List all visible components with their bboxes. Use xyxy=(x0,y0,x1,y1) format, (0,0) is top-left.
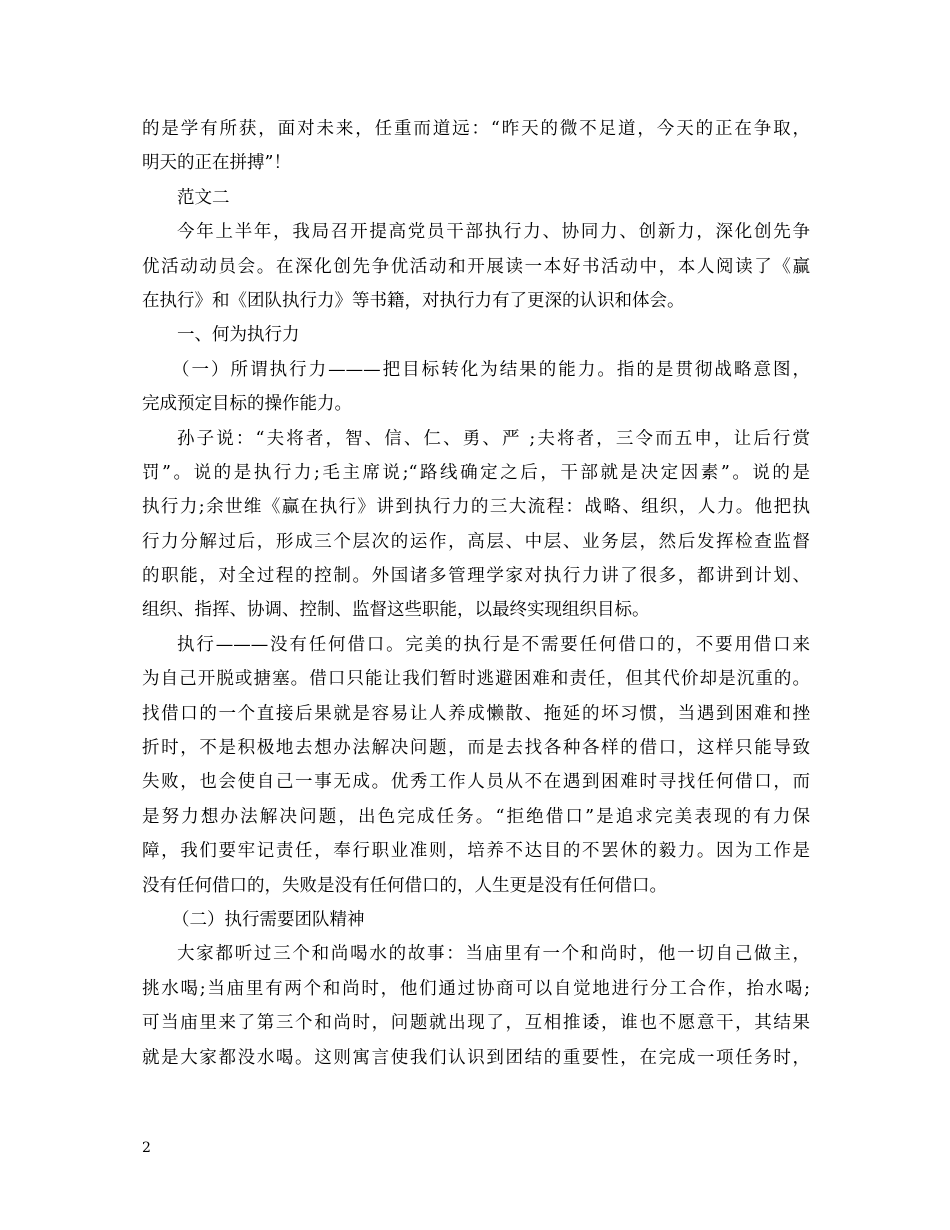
text-line: 执行力;余世维《赢在执行》讲到执行力的三大流程：战略、组织，人力。他把执 xyxy=(142,497,810,518)
section-heading: 范文二 xyxy=(177,187,230,208)
text-line: 找借口的一个直接后果就是容易让人养成懒散、拖延的坏习惯，当遇到困难和挫 xyxy=(142,703,810,724)
page-number: 2 xyxy=(142,1140,151,1156)
text-line: 折时，不是积极地去想办法解决问题，而是去找各种各样的借口，这样只能导致 xyxy=(142,738,810,759)
text-line: 在执行》和《团队执行力》等书籍，对执行力有了更深的认识和体会。 xyxy=(142,290,685,311)
text-line: 大家都听过三个和尚喝水的故事：当庙里有一个和尚时，他一切自己做主， xyxy=(177,944,810,965)
text-line: 就是大家都没水喝。这则寓言使我们认识到团结的重要性，在完成一项任务时， xyxy=(142,1047,810,1068)
text-line: 明天的正在拼搏”！ xyxy=(142,153,291,174)
text-line: 失败，也会使自己一事无成。优秀工作人员从不在遇到困难时寻找任何借口，而 xyxy=(142,772,810,793)
text-line: 的是学有所获，面对未来，任重而道远：“昨天的微不足道，今天的正在争取， xyxy=(142,119,810,139)
text-line: 障，我们要牢记责任，奉行职业准则，培养不达目的不罢休的毅力。因为工作是 xyxy=(142,841,810,862)
text-line: （一）所谓执行力———把目标转化为结果的能力。指的是贯彻战略意图， xyxy=(172,359,810,380)
text-line: 执行———没有任何借口。完美的执行是不需要任何借口的，不要用借口来 xyxy=(177,634,810,655)
text-line: 罚”。说的是执行力;毛主席说;“路线确定之后，干部就是决定因素”。说的是 xyxy=(142,462,810,483)
text-line: 是努力想办法解决问题，出色完成任务。“拒绝借口”是追求完美表现的有力保 xyxy=(142,806,810,827)
section-heading: （二）执行需要团队精神 xyxy=(172,909,365,930)
text-line: 优活动动员会。在深化创先争优活动和开展读一本好书活动中，本人阅读了《赢 xyxy=(142,256,810,277)
text-line: 没有任何借口的，失败是没有任何借口的，人生更是没有任何借口。 xyxy=(142,875,667,896)
document-body xyxy=(142,112,810,1075)
text-line: 可当庙里来了第三个和尚时，问题就出现了，互相推诿，谁也不愿意干，其结果 xyxy=(142,1013,810,1034)
text-line: 完成预定目标的操作能力。 xyxy=(142,394,352,415)
text-line: 为自己开脱或搪塞。借口只能让我们暂时逃避困难和责任，但其代价却是沉重的。 xyxy=(142,669,810,690)
text-line: 孙子说：“夫将者，智、信、仁、勇、严 ;夫将者，三令而五申，让后行赏 xyxy=(177,428,810,449)
text-line: 今年上半年，我局召开提高党员干部执行力、协同力、创新力，深化创先争 xyxy=(177,222,810,243)
text-line: 行力分解过后，形成三个层次的运作，高层、中层、业务层，然后发挥检查监督 xyxy=(142,531,810,552)
text-line: 组织、指挥、协调、控制、监督这些职能，以最终实现组织目标。 xyxy=(142,600,650,621)
text-line: 的职能，对全过程的控制。外国诸多管理学家对执行力讲了很多，都讲到计划、 xyxy=(142,566,810,587)
text-line: 挑水喝;当庙里有两个和尚时，他们通过协商可以自觉地进行分工合作，抬水喝; xyxy=(142,978,810,999)
section-heading: 一、何为执行力 xyxy=(177,325,300,346)
